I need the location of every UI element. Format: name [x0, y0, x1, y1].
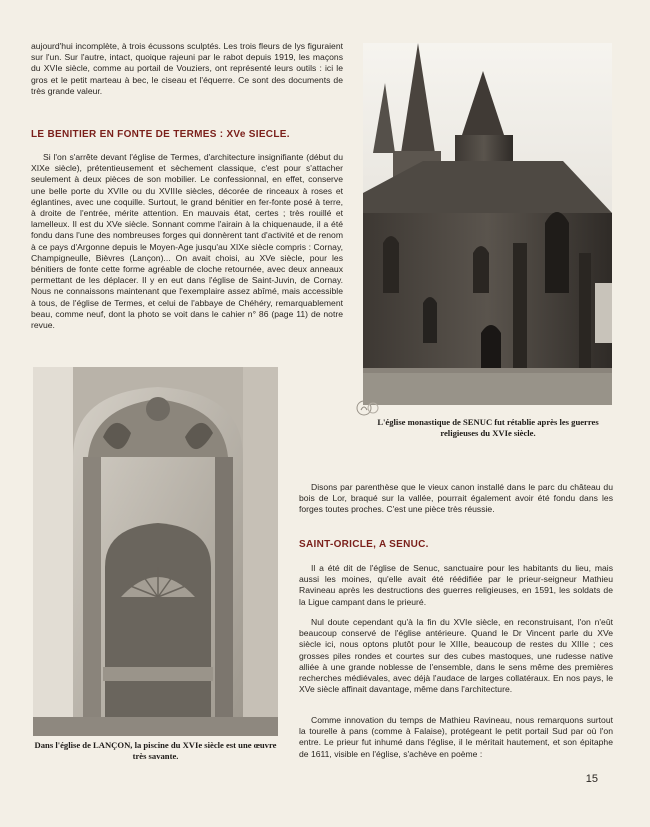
piscine-photo-image: [33, 367, 278, 736]
canon-paragraph: Disons par parenthèse que le vieux canon installé dans le parc du château du bois de Lor, braqué sur la vallée, pourrait également avoir été fondu dans les forges toutes proches. C'est une pièce très réussie.: [299, 482, 613, 515]
piscine-photo: [33, 367, 278, 736]
intro-paragraph: aujourd'hui incomplète, à trois écussons sculptés. Les trois fleurs de lys figuraient sur l'un. Sur l'autre, intact, quoique rajeuni par le rabot depuis 1919, les maçons du XVIe siècle, comme au portail de Vouziers, ont représenté leurs outils : ici le gros et le petit marteau à bec, le ciseau et l'équerre. Ce sont des documents de très grande valeur.: [31, 41, 343, 96]
senuc-paragraph-2: Nul doute cependant qu'à la fin du XVIe siècle, en reconstruisant, l'on n'eût beaucoup conservé de l'église antérieure. Quand le Dr Vincent parle du XVe siècle ici, nous optons plutôt pour le XIIIe, beaucoup de restes du XIIIe ; ces grosses piles rondes et courtes sur des cubes mastoques, une rudesse native alliée à une grande noblesse de l'ensemble, dans le sens même des premières recherches médiévales, avec déjà l'audace de larges collatéraux. En nos pays, le XVe siècle affinait davantage, même dans l'architecture.: [299, 617, 613, 695]
church-photo-caption: L'église monastique de SENUC fut rétablie après les guerres religieuses du XVIe siècle.: [377, 417, 599, 438]
library-stamp-icon: [355, 398, 379, 418]
piscine-photo-caption: Dans l'église de LANÇON, la piscine du XVIe siècle est une œuvre très savante.: [34, 740, 277, 761]
section-heading-saint-oricle: SAINT-ORICLE, A SENUC.: [299, 539, 429, 550]
church-photo-image: [363, 43, 612, 405]
senuc-paragraph-1: Il a été dit de l'église de Senuc, sanctuaire pour les habitants du lieu, mais aussi les moines, qu'elle avait été réédifiée par le prieur-seigneur Mathieu Ravineau après les destructions des guerres religieuses, en 1591, les soldats de la Ligue campant dans le prieuré.: [299, 563, 613, 607]
page-number: 15: [585, 773, 598, 785]
benitier-paragraph: Si l'on s'arrête devant l'église de Termes, d'architecture insignifiante (début du XIXe siècle), prétentieusement et sèchement classique, c'est pour s'attacher seulement à deux pièces de son mobilier. Le confessionnal, en effet, conserve une belle porte du XVIIe ou du XVIIIe siècles, décorée de rinceaux à roses et églantines, avec une coquille. Surtout, le grand bénitier en fer-fonte posé à terre, à droite de l'entrée, mérite attention. En mauvais état, certes ; très rouillé et lamelleux. Il est du XVe siècle. Sonnant comme l'airain à la chiquenaude, il a été fondu dans l'une des nombreuses forges qui donnèrent tant d'activité et de renom à ce pays d'Argonne depuis le Moyen-Age jusqu'au XIXe siècle compris : Cornay, Champigneulle, Bièvres (Lançon)... On avait choisi, au XVe siècle, pour les bénitiers de fonte cette forme agréable de cloche retournée, avec deux anneaux permettant de les déplacer. Il y en eut dans l'église de Saint-Juvin, de Cornay. Nous ne connaissons maintenant que l'exemplaire assez abîmé, mais accessible à tous, de l'église de Termes, et celui de l'abbaye de Chéhéry, remarquablement beau, comme neuf, dont la photo se voit dans le cahier n° 86 (page 11) de notre revue.: [31, 152, 343, 331]
section-heading-benitier: LE BENITIER EN FONTE DE TERMES : XVe SIECLE.: [31, 129, 290, 140]
senuc-paragraph-3: Comme innovation du temps de Mathieu Ravineau, nous remarquons surtout la tourelle à pans (comme à Falaise), protégeant le petit portail Sud par où l'on entre. Le prieur fut inhumé dans l'église, il le méritait hautement, et son épitaphe de 1611, visible en l'église, s'achève en poème :: [299, 715, 613, 759]
church-photo: [363, 43, 612, 405]
